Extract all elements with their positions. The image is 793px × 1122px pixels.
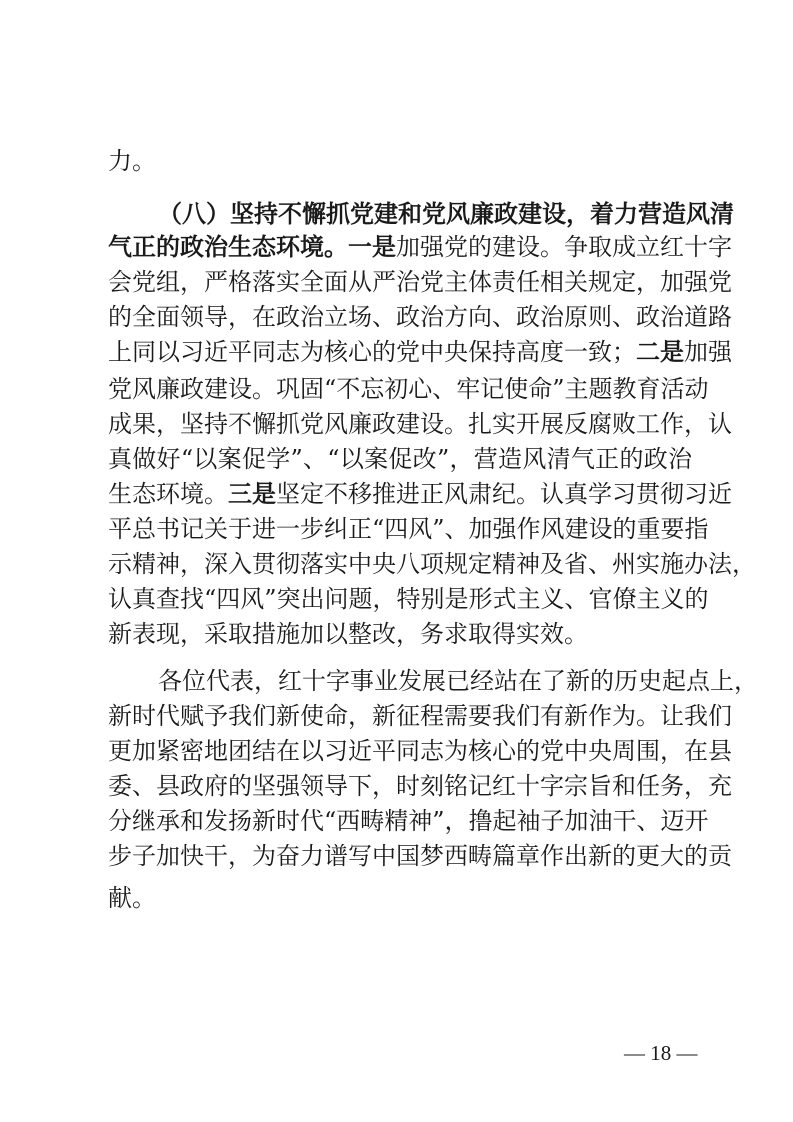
section-heading-line [158, 196, 734, 232]
point-three-label: 三是 [228, 480, 276, 508]
text-segment: 真做好“以案促学”、“以案促改”，营造风清气正的政治 [108, 445, 692, 473]
body-text-line [108, 768, 732, 804]
body-text-line [108, 371, 709, 407]
text-segment: 更加紧密地团结在以习近平同志为核心的党中央周围，在县 [108, 737, 732, 765]
body-text-line [108, 546, 756, 582]
body-text-line [108, 616, 692, 652]
text-segment: 坚定不移推进正风肃纪。认真学习贯彻习近 [276, 480, 732, 508]
body-text-line [108, 476, 732, 512]
text-segment: 上同以习近平同志为核心的党中央保持高度一致； [108, 338, 636, 366]
body-text-line [108, 441, 692, 477]
point-two-label: 二是 [636, 338, 684, 366]
text-segment: 会党组，严格落实全面从严治党主体责任相关规定，加强党 [108, 268, 732, 296]
text-segment: 的全面领导，在政治立场、政治方向、政治原则、政治道路 [108, 303, 732, 331]
text-segment: 加强 [684, 338, 732, 366]
section-heading: （八）坚持不懈抓党建和党风廉政建设，着力营造风清 [158, 200, 734, 228]
text-segment: 党风廉政建设。巩固“不忘初心、牢记使命”主题教育活动 [108, 375, 709, 403]
text-segment: 新表现，采取措施加以整改，务求取得实效。 [108, 620, 588, 648]
text-segment: 示精神，深入贯彻落实中央八项规定精神及省、州实施办法， [108, 550, 756, 578]
body-text-line [108, 406, 732, 442]
body-text-line [108, 733, 732, 769]
body-text-line [108, 698, 732, 734]
text-segment: 步子加快干，为奋力谱写中国梦西畴篇章作出新的更大的贡 [108, 842, 732, 870]
text-segment: 成果，坚持不懈抓党风廉政建设。扎实开展反腐败工作，认 [108, 410, 732, 438]
body-text-line [108, 299, 732, 335]
text-segment: 委、县政府的坚强领导下，时刻铭记红十字宗旨和任务，充 [108, 772, 732, 800]
paragraph-first-line [158, 663, 758, 699]
page-number: — 18 — [624, 1041, 698, 1065]
body-text-line [108, 511, 709, 547]
body-text-line [108, 880, 692, 916]
point-one-label: 一是 [348, 233, 396, 261]
body-text-line [108, 581, 709, 617]
text-segment: 献。 [108, 884, 156, 912]
text-segment: 生态环境。 [108, 480, 228, 508]
text-segment: 加强党的建设。争取成立红十字 [396, 233, 732, 261]
body-text-line [108, 143, 692, 179]
text-segment: 平总书记关于进一步纠正“四风”、加强作风建设的重要指 [108, 515, 709, 543]
body-text-line [108, 838, 732, 874]
body-text-line [108, 229, 732, 265]
text-segment: 认真查找“四风”突出问题，特别是形式主义、官僚主义的 [108, 585, 709, 613]
text-segment: 各位代表，红十字事业发展已经站在了新的历史起点上， [158, 667, 758, 695]
body-text-line [108, 264, 732, 300]
section-heading-continued: 气正的政治生态环境。 [108, 233, 348, 261]
body-text-line [108, 334, 732, 370]
text-segment: 分继承和发扬新时代“西畴精神”，撸起袖子加油干、迈开 [108, 807, 709, 835]
body-text-line [108, 803, 709, 839]
text-segment: 力。 [108, 147, 156, 175]
text-segment: 新时代赋予我们新使命，新征程需要我们有新作为。让我们 [108, 702, 732, 730]
